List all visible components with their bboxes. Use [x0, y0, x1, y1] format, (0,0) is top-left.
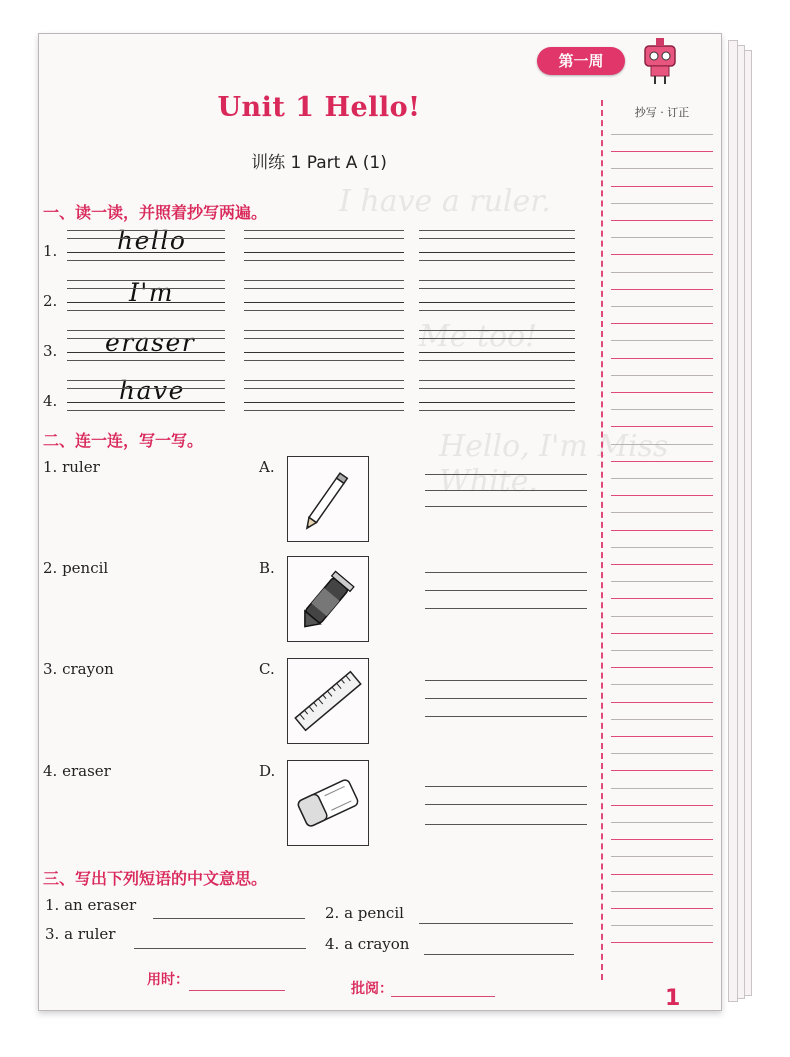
writing-line — [244, 338, 404, 339]
phrase-item: 3. a ruler — [45, 925, 116, 943]
writing-line — [419, 310, 575, 311]
answer-line — [425, 698, 587, 699]
phrase-item: 4. a crayon — [325, 935, 410, 953]
correction-line — [611, 426, 713, 427]
answer-line — [425, 680, 587, 681]
correction-line — [611, 530, 713, 531]
writing-line — [67, 380, 225, 381]
writing-line — [244, 288, 404, 289]
correction-line — [611, 358, 713, 359]
answer-line — [419, 923, 573, 924]
unit-title: Unit 1 Hello! — [217, 92, 421, 123]
section1-heading: 一、读一读，并照着抄写两遍。 — [43, 203, 268, 222]
crayon-picture — [287, 556, 369, 642]
correction-line — [611, 598, 713, 599]
correction-line — [611, 478, 713, 479]
correction-line — [611, 340, 713, 341]
writing-line — [67, 288, 225, 289]
eraser-picture — [287, 760, 369, 846]
correction-line — [611, 289, 713, 290]
correction-line — [611, 891, 713, 892]
correction-line — [611, 616, 713, 617]
correction-line — [611, 444, 713, 445]
answer-line — [425, 474, 587, 475]
correction-line — [611, 254, 713, 255]
correction-line — [611, 375, 713, 376]
writing-line — [67, 310, 225, 311]
show-through-decoration: I have a ruler. — [339, 184, 551, 219]
correction-line — [611, 942, 713, 943]
writing-line — [419, 360, 575, 361]
writing-line — [67, 338, 225, 339]
writing-line — [244, 410, 404, 411]
writing-line — [419, 302, 575, 303]
correction-line — [611, 667, 713, 668]
writing-line — [244, 330, 404, 331]
writing-line — [244, 402, 404, 403]
correction-line — [611, 736, 713, 737]
writing-line — [419, 260, 575, 261]
section2-heading: 二、连一连，写一写。 — [43, 431, 204, 450]
writing-line — [244, 260, 404, 261]
answer-line — [134, 948, 306, 949]
answer-line — [425, 572, 587, 573]
writing-line — [419, 230, 575, 231]
item-number: 4. — [43, 392, 58, 410]
correction-line — [611, 822, 713, 823]
model-word: I'm — [129, 278, 174, 307]
page-stack-edge — [728, 40, 738, 1002]
correction-line — [611, 409, 713, 410]
correction-line — [611, 684, 713, 685]
writing-line — [244, 230, 404, 231]
writing-line — [244, 380, 404, 381]
writing-line — [244, 352, 404, 353]
writing-line — [244, 280, 404, 281]
answer-line — [425, 608, 587, 609]
section3-heading: 三、写出下列短语的中文意思。 — [43, 869, 268, 888]
correction-line — [611, 753, 713, 754]
writing-line — [244, 360, 404, 361]
correction-line — [611, 633, 713, 634]
correction-line — [611, 702, 713, 703]
correction-line — [611, 461, 713, 462]
match-word: 2. pencil — [43, 559, 109, 577]
correction-line — [611, 581, 713, 582]
correction-line — [611, 186, 713, 187]
answer-line — [425, 824, 587, 825]
answer-line — [425, 506, 587, 507]
match-word: 1. ruler — [43, 458, 100, 476]
model-word: have — [119, 376, 185, 405]
writing-line — [67, 402, 225, 403]
correction-line — [611, 839, 713, 840]
writing-line — [67, 280, 225, 281]
correction-line — [611, 925, 713, 926]
phrase-item: 2. a pencil — [325, 904, 404, 922]
writing-line — [67, 330, 225, 331]
writing-line — [67, 360, 225, 361]
correction-line — [611, 512, 713, 513]
correction-line — [611, 547, 713, 548]
writing-line — [67, 410, 225, 411]
match-letter: A. — [259, 458, 275, 476]
match-word: 4. eraser — [43, 762, 111, 780]
answer-line — [425, 490, 587, 491]
writing-line — [244, 310, 404, 311]
worksheet-page — [38, 33, 722, 1011]
time-label: 用时： — [147, 972, 189, 988]
correction-line — [611, 874, 713, 875]
model-word: hello — [117, 226, 187, 255]
correction-line — [611, 272, 713, 273]
eraser-icon — [288, 761, 368, 845]
time-input-line[interactable] — [189, 990, 285, 991]
writing-line — [244, 388, 404, 389]
correction-line — [611, 788, 713, 789]
answer-line — [425, 590, 587, 591]
pencil-picture — [287, 456, 369, 542]
item-number: 1. — [43, 242, 58, 260]
correction-line — [611, 203, 713, 204]
correction-line — [611, 495, 713, 496]
writing-line — [419, 388, 575, 389]
correction-line — [611, 856, 713, 857]
correction-line — [611, 719, 713, 720]
model-word: eraser — [105, 328, 196, 357]
correction-line — [611, 220, 713, 221]
correction-line — [611, 151, 713, 152]
writing-line — [67, 230, 225, 231]
pencil-icon — [288, 457, 368, 541]
writing-line — [419, 380, 575, 381]
writing-line — [67, 388, 225, 389]
week-badge: 第一周 — [537, 47, 625, 75]
writing-line — [244, 252, 404, 253]
correction-line — [611, 168, 713, 169]
correction-line — [611, 306, 713, 307]
writing-line — [419, 338, 575, 339]
correction-line — [611, 237, 713, 238]
answer-line — [425, 716, 587, 717]
correction-line — [611, 770, 713, 771]
correction-line — [611, 392, 713, 393]
correction-line — [611, 134, 713, 135]
correction-column-label: 抄写 · 订正 — [634, 106, 690, 119]
match-letter: D. — [259, 762, 276, 780]
correction-line — [611, 564, 713, 565]
writing-line — [419, 238, 575, 239]
answer-line — [425, 786, 587, 787]
page-number: 1 — [665, 986, 681, 1011]
writing-line — [67, 302, 225, 303]
ruler-icon — [288, 659, 368, 743]
show-through-decoration: Me too! — [419, 319, 538, 354]
writing-line — [244, 302, 404, 303]
lesson-subtitle: 训练 1 Part A (1) — [251, 153, 387, 173]
item-number: 2. — [43, 292, 58, 310]
writing-line — [419, 288, 575, 289]
match-word: 3. crayon — [43, 660, 114, 678]
writing-line — [419, 410, 575, 411]
writing-line — [419, 252, 575, 253]
correction-line — [611, 908, 713, 909]
column-divider — [601, 100, 603, 980]
review-label: 批阅： — [351, 981, 393, 997]
correction-line — [611, 805, 713, 806]
answer-line — [424, 954, 574, 955]
correction-line — [611, 650, 713, 651]
writing-line — [419, 402, 575, 403]
answer-line — [425, 804, 587, 805]
writing-line — [67, 238, 225, 239]
writing-line — [419, 352, 575, 353]
item-number: 3. — [43, 342, 58, 360]
phrase-item: 1. an eraser — [45, 896, 137, 914]
answer-line — [153, 918, 305, 919]
writing-line — [244, 238, 404, 239]
match-letter: C. — [259, 660, 275, 678]
writing-line — [419, 280, 575, 281]
review-input-line[interactable] — [391, 996, 495, 997]
show-through-decoration: Hello, I'm Miss White. — [439, 429, 669, 499]
writing-line — [67, 352, 225, 353]
crayon-icon — [288, 557, 368, 641]
writing-line — [419, 330, 575, 331]
ruler-picture — [287, 658, 369, 744]
writing-line — [67, 252, 225, 253]
correction-line — [611, 323, 713, 324]
robot-mascot-icon — [637, 36, 683, 86]
writing-line — [67, 260, 225, 261]
match-letter: B. — [259, 559, 275, 577]
